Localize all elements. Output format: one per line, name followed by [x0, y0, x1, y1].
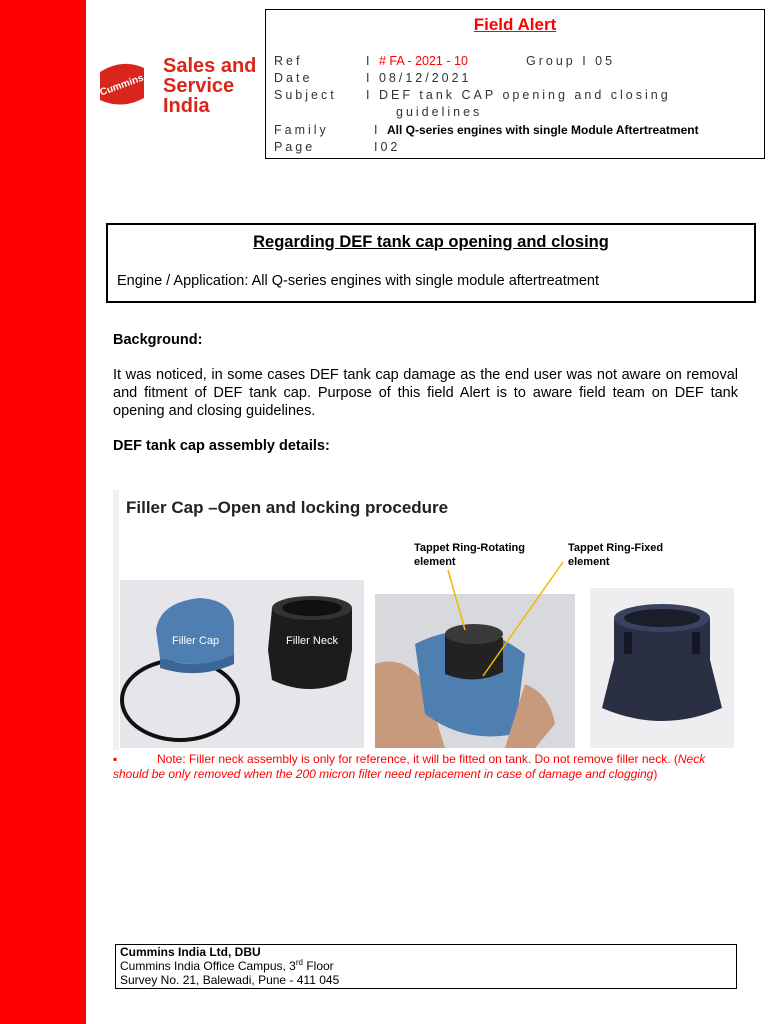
callout-rotating: Tappet Ring-Rotating element [414, 542, 525, 568]
regarding-title: Regarding DEF tank cap opening and closing [253, 233, 609, 251]
meta-subject-cont: guidelines [396, 105, 483, 119]
figure-title: Filler Cap –Open and locking procedure [126, 498, 449, 517]
field-alert-box: Field Alert Ref I # FA - 2021 - 10 Group I 05 Date I 08/12/2021 Subject I DEF tank CAP opening and closing guidelines Family I All Q-series engines with single Module Aftertreatment Page I02 [265, 9, 765, 159]
cummins-badge-icon [96, 58, 148, 110]
footer-company: Cummins India Ltd, DBU [120, 945, 261, 959]
alert-title: Field Alert [473, 15, 557, 34]
svg-text:Filler Cap: Filler Cap [172, 635, 220, 647]
assembly-heading: DEF tank cap assembly details: [113, 438, 330, 454]
background-heading: Background: [113, 332, 203, 348]
footer-line2: Survey No. 21, Balewadi, Pune - 411 045 [120, 973, 340, 987]
callout-lines [113, 490, 740, 750]
callout-fixed: Tappet Ring-Fixed element [568, 542, 664, 568]
brand-name: Sales and Service India [163, 55, 257, 117]
filler-cap-figure [113, 490, 740, 750]
footer-address [115, 944, 737, 989]
left-red-bar [0, 0, 86, 1024]
svg-text:Cummins: Cummins [98, 72, 146, 99]
filler-neck-note: ▪ Note: Filler neck assembly is only for reference, it will be fitted on tank. Do not remove filler neck. (Neck should be only removed when the 200 micron filter need replacement in case of damage and clogging) [113, 752, 706, 781]
cummins-logo [96, 54, 266, 124]
background-text: It was noticed, in some cases DEF tank cap damage as the end user was not aware on removal and fitment of DEF tank cap. Purpose of this field Alert is to aware field team on DEF tank opening and closing guidelines. [113, 367, 738, 419]
engine-application: Engine / Application: All Q-series engines with single module aftertreatment [117, 273, 599, 289]
footer-line1: Cummins India Office Campus, 3rd Floor [120, 958, 334, 973]
regarding-box [106, 223, 756, 303]
svg-text:Filler Neck: Filler Neck [286, 635, 338, 647]
